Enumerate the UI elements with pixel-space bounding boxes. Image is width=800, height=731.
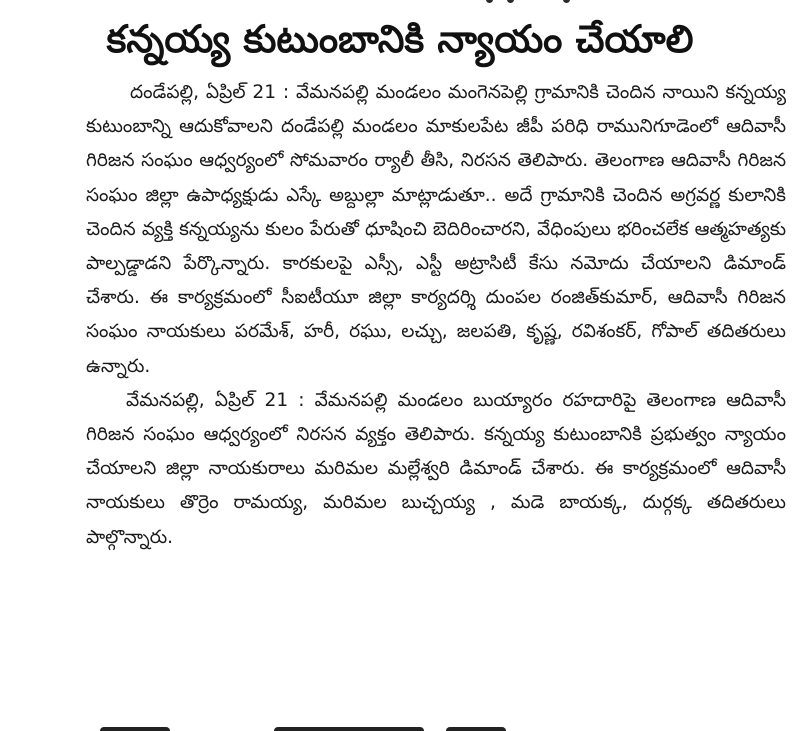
clipped-text-bottom-edge [86,726,786,731]
article-headline: కన్నయ్య కుటుంబానికి న్యాయం చేయాలి [106,17,694,61]
article-paragraph-dandepalli: దండేపల్లి, ఏప్రిల్ 21 : వేమనపల్లి మండలం మంగెనపెల్లి గ్రామానికి చెందిన నాయిని కన్నయ్య కుటుంబాన్ని ఆదుకోవాలని దండేపల్లి మండలం మాకులపేట జీపీ పరిధి రామునిగూడెంలో ఆదివాసీ గిరిజన సంఘం ఆధ్వర్యంలో సోమవారం ర్యాలీ తీసి, నిరసన తెలిపారు. తెలంగాణ ఆదివాసీ గిరిజన సంఘం జిల్లా ఉపాధ్యక్షుడు ఎస్కే అబ్దుల్లా మాట్లాడుతూ.. అదే గ్రామానికి చెందిన అగ్రవర్ణ కులానికి చెందిన వ్యక్తి కన్నయ్యను కులం పేరుతో ధూషించి బెదిరించారని, వేధింపులు భరించలేక ఆత్మహత్యకు పాల్పడ్డాడని పేర్కొన్నారు. కారకులపై ఎస్సీ, ఎస్టీ అట్రాసిటీ కేసు నమోదు చేయాలని డిమాండ్ చేశారు. ఈ కార్యక్రమంలో సీఐటీయూ జిల్లా కార్యదర్శి దుంపల రంజిత్‌కుమార్, ఆదివాసీ గిరిజన సంఘం నాయకులు పరమేశ్, హరీ, రఘు, లచ్చు, జలపతి, కృష్ణ, రవిశంకర్, గోపాల్ తదితరులు ఉన్నారు. [86,82,787,377]
article-body [86,76,786,555]
article-paragraph-vemanapalli: వేమనపల్లి, ఏప్రిల్ 21 : వేమనపల్లి మండలం బుయ్యారం రహదారిపై తెలంగాణ ఆదివాసీ గిరిజన సంఘం ఆధ్వర్యంలో నిరసన వ్యక్తం తెలిపారు. కన్నయ్య కుటుంబానికి ప్రభుత్వం న్యాయం చేయాలని జిల్లా నాయకురాలు మరిమల మల్లేశ్వరి డిమాండ్ చేశారు. ఈ కార్యక్రమంలో ఆదివాసీ నాయకులు తొర్రెం రామయ్య, మరిమల బుచ్చయ్య , మడె బాయక్క, దుర్గక్క తదితరులు పాల్గొన్నారు. [86,389,786,548]
